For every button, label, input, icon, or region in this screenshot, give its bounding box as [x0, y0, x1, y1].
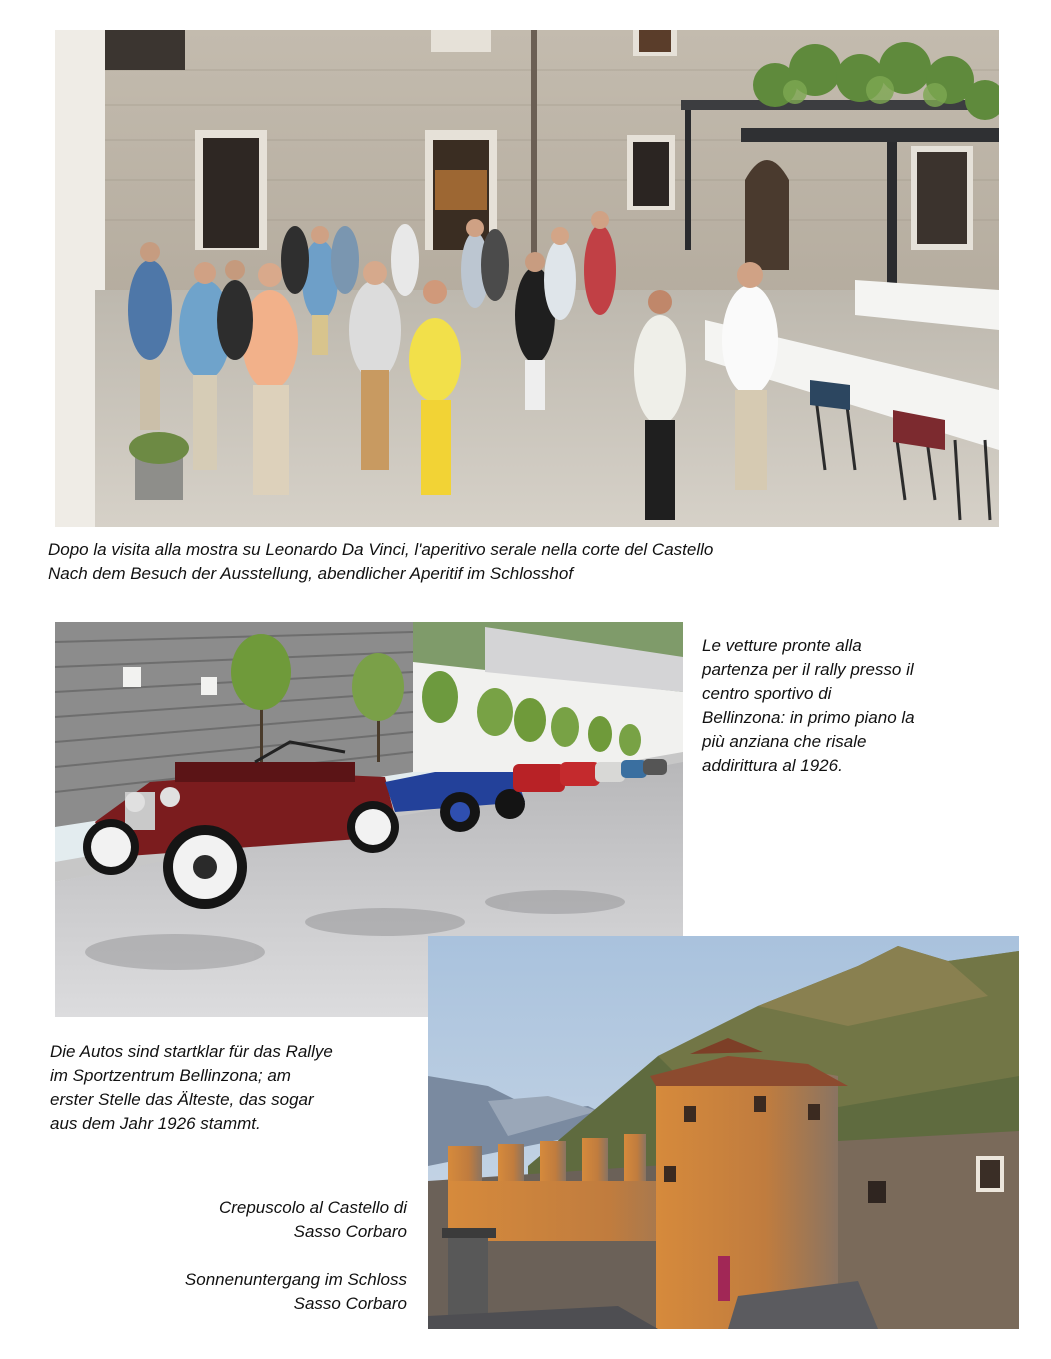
- caption-line: partenza per il rally presso il: [702, 660, 914, 679]
- caption-line: im Sportzentrum Bellinzona; am: [50, 1066, 291, 1085]
- courtyard-aperitivo-photo: [55, 30, 999, 527]
- caption-castle-italian-line1: Crepuscolo al Castello di: [218, 1198, 407, 1217]
- caption-line: Bellinzona: in primo piano la: [702, 708, 915, 727]
- caption-line: aus dem Jahr 1926 stammt.: [50, 1114, 261, 1133]
- caption-line: Le vetture pronte alla: [702, 636, 862, 655]
- caption-castle: [77, 1196, 407, 1316]
- caption-cars-italian: [702, 634, 1002, 778]
- caption-courtyard: [48, 538, 948, 586]
- caption-cars-german: [50, 1040, 420, 1136]
- caption-castle-italian-line2: Sasso Corbaro: [293, 1222, 407, 1241]
- caption-courtyard-italian: Dopo la visita alla mostra su Leonardo Da Vinci, l'aperitivo serale nella corte del Castello: [48, 540, 714, 559]
- caption-castle-german-line1: Sonnenuntergang im Schloss: [184, 1270, 407, 1289]
- caption-line: centro sportivo di: [702, 684, 832, 703]
- caption-castle-german-line2: Sasso Corbaro: [293, 1294, 407, 1313]
- caption-line: più anziana che risale: [702, 732, 867, 751]
- caption-courtyard-german: Nach dem Besuch der Ausstellung, abendlicher Aperitif im Schlosshof: [48, 564, 574, 583]
- caption-line: addirittura al 1926.: [702, 756, 843, 775]
- castle-sunset-photo: [428, 936, 1019, 1329]
- caption-spacer: [77, 1244, 407, 1268]
- caption-line: erster Stelle das Älteste, das sogar: [50, 1090, 314, 1109]
- caption-line: Die Autos sind startklar für das Rallye: [50, 1042, 333, 1061]
